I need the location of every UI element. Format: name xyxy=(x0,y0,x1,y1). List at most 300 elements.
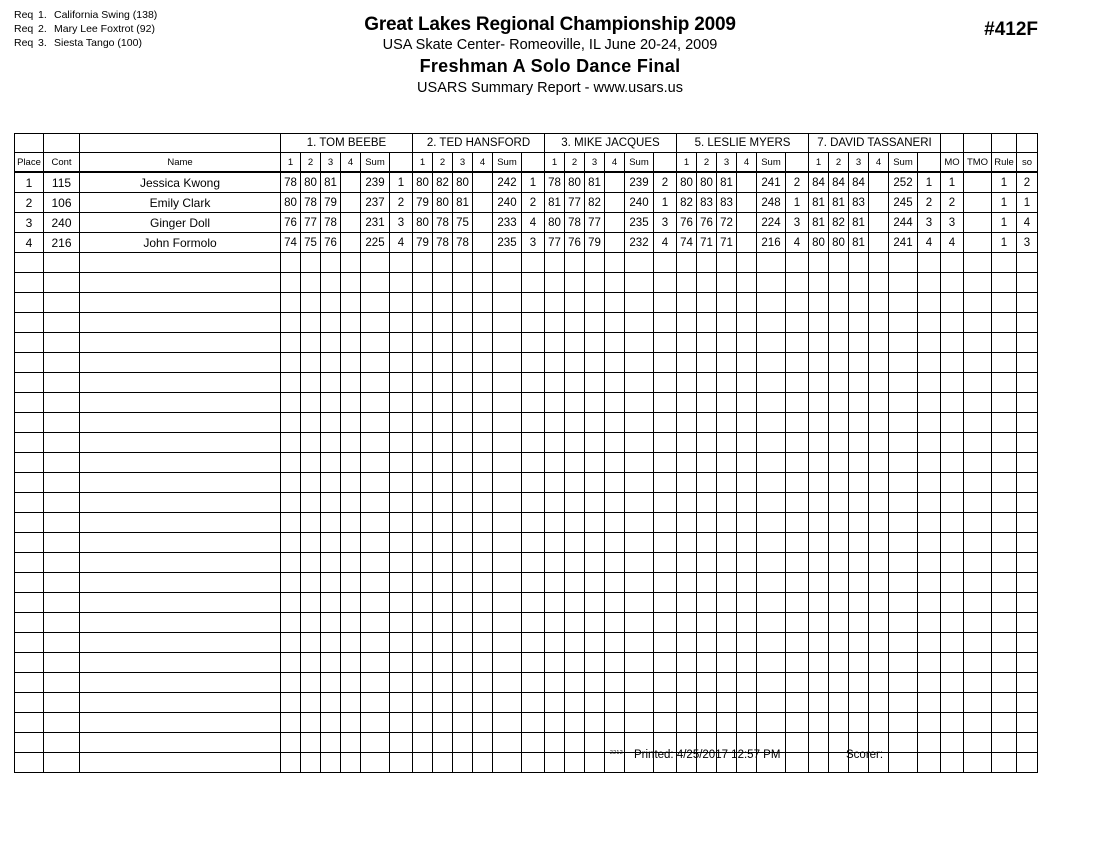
cell-empty xyxy=(585,253,605,273)
cell-empty xyxy=(992,733,1017,753)
cell-empty xyxy=(697,333,717,353)
cell-empty xyxy=(918,593,941,613)
cell-empty xyxy=(717,533,737,553)
cell-empty xyxy=(565,333,585,353)
cell-judge1-ord: 1 xyxy=(390,172,413,193)
cell-empty xyxy=(433,653,453,673)
cell-empty xyxy=(80,333,281,353)
table-row-empty[interactable] xyxy=(15,433,1038,453)
cell-empty xyxy=(918,653,941,673)
cell-empty xyxy=(80,253,281,273)
cell-empty xyxy=(918,353,941,373)
cell-judge5-ord: 1 xyxy=(918,172,941,193)
cell-empty xyxy=(849,533,869,553)
cell-empty xyxy=(625,253,654,273)
cell-empty xyxy=(918,573,941,593)
cell-empty xyxy=(605,313,625,333)
cell-empty xyxy=(918,533,941,553)
cell-empty xyxy=(493,473,522,493)
header-so: so xyxy=(1017,153,1038,173)
cell-empty xyxy=(301,413,321,433)
cell-empty xyxy=(453,393,473,413)
table-row-empty[interactable] xyxy=(15,293,1038,313)
cell-empty xyxy=(737,473,757,493)
cell-empty xyxy=(869,373,889,393)
cell-empty xyxy=(341,373,361,393)
table-row-empty[interactable] xyxy=(15,593,1038,613)
cell-empty xyxy=(433,353,453,373)
cell-empty xyxy=(585,333,605,353)
table-row-empty[interactable] xyxy=(15,653,1038,673)
cell-empty xyxy=(433,493,453,513)
cell-empty xyxy=(522,553,545,573)
cell-empty xyxy=(453,713,473,733)
cell-judge1-sum: 225 xyxy=(361,233,390,253)
table-row-empty[interactable] xyxy=(15,733,1038,753)
cell-empty xyxy=(677,253,697,273)
cell-empty xyxy=(941,513,964,533)
cell-empty xyxy=(918,613,941,633)
cell-empty xyxy=(737,653,757,673)
cell-judge4-score2: 83 xyxy=(697,193,717,213)
cell-empty xyxy=(390,333,413,353)
cell-empty xyxy=(281,393,301,413)
cell-judge5-ord: 3 xyxy=(918,213,941,233)
cell-empty xyxy=(453,373,473,393)
cell-empty xyxy=(522,373,545,393)
cell-empty xyxy=(321,293,341,313)
cell-empty xyxy=(625,653,654,673)
cell-empty xyxy=(1017,293,1038,313)
cell-empty xyxy=(545,573,565,593)
cell-empty xyxy=(849,313,869,333)
cell-empty xyxy=(964,353,992,373)
cell-empty xyxy=(433,693,453,713)
cell-empty xyxy=(321,453,341,473)
cell-empty xyxy=(341,393,361,413)
cell-empty xyxy=(390,593,413,613)
cell-empty xyxy=(473,553,493,573)
header-judge1-score1: 1 xyxy=(281,153,301,173)
cell-tmo xyxy=(964,233,992,253)
cell-empty xyxy=(941,373,964,393)
cell-empty xyxy=(889,353,918,373)
table-row[interactable] xyxy=(15,233,1038,253)
cell-judge4-sum: 241 xyxy=(757,172,786,193)
table-row-empty[interactable] xyxy=(15,533,1038,553)
header-judge3-score3: 3 xyxy=(585,153,605,173)
cell-empty xyxy=(809,293,829,313)
cell-empty xyxy=(625,293,654,313)
cell-empty xyxy=(413,493,433,513)
cell-empty xyxy=(829,713,849,733)
cell-empty xyxy=(757,393,786,413)
cell-empty xyxy=(625,633,654,653)
cell-empty xyxy=(941,733,964,753)
cell-so: 4 xyxy=(1017,213,1038,233)
cell-empty xyxy=(697,353,717,373)
cell-empty xyxy=(625,513,654,533)
table-row-empty[interactable] xyxy=(15,353,1038,373)
cell-empty xyxy=(44,293,80,313)
table-row-empty[interactable] xyxy=(15,633,1038,653)
cell-empty xyxy=(493,653,522,673)
requirement-label: Req xyxy=(14,9,34,21)
cell-empty xyxy=(522,573,545,593)
cell-empty xyxy=(654,393,677,413)
cell-empty xyxy=(654,473,677,493)
table-row[interactable] xyxy=(15,193,1038,213)
cell-judge1-score4 xyxy=(341,233,361,253)
cell-empty xyxy=(281,333,301,353)
cell-empty xyxy=(15,653,44,673)
cell-empty xyxy=(737,693,757,713)
cell-empty xyxy=(809,513,829,533)
cell-empty xyxy=(889,393,918,413)
header-judge3-sum: Sum xyxy=(625,153,654,173)
cell-empty xyxy=(849,553,869,573)
cell-empty xyxy=(341,733,361,753)
table-row-empty[interactable] xyxy=(15,573,1038,593)
cell-judge2-score2: 78 xyxy=(433,213,453,233)
table-row-empty[interactable] xyxy=(15,333,1038,353)
cell-empty xyxy=(433,533,453,553)
cell-empty xyxy=(390,293,413,313)
cell-empty xyxy=(341,353,361,373)
cell-empty xyxy=(301,713,321,733)
cell-empty xyxy=(625,673,654,693)
table-row[interactable] xyxy=(15,213,1038,233)
cell-empty xyxy=(889,633,918,653)
cell-empty xyxy=(829,593,849,613)
cell-empty xyxy=(413,273,433,293)
cell-empty xyxy=(677,413,697,433)
cell-empty xyxy=(889,473,918,493)
cell-empty xyxy=(697,273,717,293)
cell-empty xyxy=(565,273,585,293)
cell-empty xyxy=(737,453,757,473)
cell-tmo xyxy=(964,193,992,213)
cell-empty xyxy=(869,713,889,733)
cell-judge3-score3: 81 xyxy=(585,172,605,193)
cell-empty xyxy=(786,573,809,593)
cell-empty xyxy=(15,733,44,753)
cell-empty xyxy=(493,513,522,533)
cell-empty xyxy=(992,713,1017,733)
cell-empty xyxy=(737,273,757,293)
cell-empty xyxy=(301,653,321,673)
judge-banner-spacer xyxy=(1017,134,1038,153)
cell-empty xyxy=(941,693,964,713)
header-judge5-score2: 2 xyxy=(829,153,849,173)
cell-judge4-score4 xyxy=(737,193,757,213)
cell-empty xyxy=(918,333,941,353)
cell-empty xyxy=(281,453,301,473)
cell-empty xyxy=(992,613,1017,633)
table-row-empty[interactable] xyxy=(15,553,1038,573)
table-row-empty[interactable] xyxy=(15,453,1038,473)
cell-empty xyxy=(941,253,964,273)
table-row-empty[interactable] xyxy=(15,253,1038,273)
cell-empty xyxy=(829,333,849,353)
cell-empty xyxy=(757,333,786,353)
cell-empty xyxy=(1017,553,1038,573)
cell-judge5-sum: 245 xyxy=(889,193,918,213)
table-row-empty[interactable] xyxy=(15,753,1038,773)
cell-empty xyxy=(889,673,918,693)
cell-empty xyxy=(493,273,522,293)
cell-empty xyxy=(992,253,1017,273)
cell-empty xyxy=(717,613,737,633)
cell-empty xyxy=(565,533,585,553)
table-row-empty[interactable] xyxy=(15,313,1038,333)
cell-empty xyxy=(918,713,941,733)
cell-empty xyxy=(545,493,565,513)
cell-empty xyxy=(473,373,493,393)
cell-empty xyxy=(390,373,413,393)
cell-empty xyxy=(80,293,281,313)
cell-judge5-sum: 252 xyxy=(889,172,918,193)
cell-empty xyxy=(786,353,809,373)
table-row-empty[interactable] xyxy=(15,693,1038,713)
cell-empty xyxy=(281,413,301,433)
cell-empty xyxy=(301,613,321,633)
cell-empty xyxy=(433,413,453,433)
header-judge5-ord: Ord xyxy=(918,153,941,173)
header-judge4-ord: Ord xyxy=(786,153,809,173)
cell-empty xyxy=(545,333,565,353)
cell-judge5-score2: 81 xyxy=(829,193,849,213)
cell-empty xyxy=(1017,453,1038,473)
cell-empty xyxy=(301,293,321,313)
cell-empty xyxy=(717,553,737,573)
cell-empty xyxy=(433,513,453,533)
cell-empty xyxy=(737,533,757,553)
cell-empty xyxy=(545,513,565,533)
cell-empty xyxy=(361,633,390,653)
cell-empty xyxy=(15,293,44,313)
cell-empty xyxy=(453,653,473,673)
cell-empty xyxy=(585,473,605,493)
cell-empty xyxy=(918,273,941,293)
table-row-empty[interactable] xyxy=(15,713,1038,733)
cell-tmo xyxy=(964,172,992,193)
cell-empty xyxy=(281,513,301,533)
cell-empty xyxy=(849,573,869,593)
cell-cont: 240 xyxy=(44,213,80,233)
cell-empty xyxy=(964,493,992,513)
cell-empty xyxy=(433,613,453,633)
cell-empty xyxy=(889,553,918,573)
cell-judge1-score1: 76 xyxy=(281,213,301,233)
cell-empty xyxy=(677,313,697,333)
cell-empty xyxy=(941,413,964,433)
cell-empty xyxy=(918,633,941,653)
cell-judge3-score2: 76 xyxy=(565,233,585,253)
cell-empty xyxy=(829,393,849,413)
cell-empty xyxy=(321,733,341,753)
cell-skater-name: Ginger Doll xyxy=(80,213,281,233)
cell-empty xyxy=(677,633,697,653)
cell-empty xyxy=(15,493,44,513)
header-judge5-score3: 3 xyxy=(849,153,869,173)
cell-judge4-score2: 71 xyxy=(697,233,717,253)
cell-judge5-score4 xyxy=(869,193,889,213)
cell-empty xyxy=(605,493,625,513)
cell-empty xyxy=(493,573,522,593)
cell-empty xyxy=(786,693,809,713)
cell-empty xyxy=(341,673,361,693)
cell-empty xyxy=(473,633,493,653)
cell-empty xyxy=(433,633,453,653)
cell-empty xyxy=(341,593,361,613)
cell-empty xyxy=(453,313,473,333)
cell-empty xyxy=(390,473,413,493)
cell-empty xyxy=(493,593,522,613)
cell-empty xyxy=(697,493,717,513)
cell-empty xyxy=(786,273,809,293)
cell-empty xyxy=(889,513,918,533)
cell-empty xyxy=(545,293,565,313)
cell-empty xyxy=(677,493,697,513)
table-row-empty[interactable] xyxy=(15,373,1038,393)
cell-empty xyxy=(809,593,829,613)
cell-empty xyxy=(625,353,654,373)
cell-empty xyxy=(757,533,786,553)
cell-empty xyxy=(809,353,829,373)
cell-empty xyxy=(677,333,697,353)
table-row-empty[interactable] xyxy=(15,473,1038,493)
table-row-empty[interactable] xyxy=(15,673,1038,693)
cell-empty xyxy=(677,373,697,393)
table-row-empty[interactable] xyxy=(15,413,1038,433)
table-row[interactable] xyxy=(15,172,1038,193)
cell-empty xyxy=(80,493,281,513)
cell-empty xyxy=(869,613,889,633)
cell-empty xyxy=(413,673,433,693)
cell-empty xyxy=(453,673,473,693)
cell-empty xyxy=(829,353,849,373)
cell-empty xyxy=(605,713,625,733)
cell-empty xyxy=(301,473,321,493)
cell-empty xyxy=(15,333,44,353)
cell-judge2-score4 xyxy=(473,233,493,253)
cell-empty xyxy=(992,493,1017,513)
cell-judge4-score4 xyxy=(737,172,757,193)
cell-empty xyxy=(413,413,433,433)
cell-empty xyxy=(361,353,390,373)
cell-empty xyxy=(390,493,413,513)
cell-empty xyxy=(361,513,390,533)
cell-empty xyxy=(433,553,453,573)
cell-empty xyxy=(717,633,737,653)
cell-empty xyxy=(585,373,605,393)
cell-judge1-score1: 80 xyxy=(281,193,301,213)
cell-empty xyxy=(301,493,321,513)
cell-so: 3 xyxy=(1017,233,1038,253)
table-row-empty[interactable] xyxy=(15,513,1038,533)
event-number: #412F xyxy=(984,19,1038,40)
cell-empty xyxy=(625,373,654,393)
cell-empty xyxy=(390,573,413,593)
cell-empty xyxy=(829,693,849,713)
cell-empty xyxy=(992,753,1017,773)
cell-empty xyxy=(15,713,44,733)
table-row-empty[interactable] xyxy=(15,393,1038,413)
cell-empty xyxy=(585,653,605,673)
cell-empty xyxy=(737,513,757,533)
cell-empty xyxy=(1017,613,1038,633)
cell-so: 2 xyxy=(1017,172,1038,193)
cell-empty xyxy=(869,453,889,473)
cell-empty xyxy=(697,473,717,493)
cell-empty xyxy=(473,393,493,413)
cell-empty xyxy=(473,753,493,773)
cell-empty xyxy=(889,613,918,633)
header-judge2-score2: 2 xyxy=(433,153,453,173)
cell-empty xyxy=(941,573,964,593)
cell-empty xyxy=(964,413,992,433)
judge-header: 1. TOM BEEBE xyxy=(281,134,413,153)
cell-empty xyxy=(321,373,341,393)
cell-empty xyxy=(849,293,869,313)
cell-empty xyxy=(625,313,654,333)
cell-empty xyxy=(941,613,964,633)
cell-empty xyxy=(786,313,809,333)
cell-empty xyxy=(80,533,281,553)
cell-empty xyxy=(889,433,918,453)
cell-empty xyxy=(80,573,281,593)
table-row-empty[interactable] xyxy=(15,613,1038,633)
cell-judge2-score2: 82 xyxy=(433,172,453,193)
cell-empty xyxy=(80,273,281,293)
cell-empty xyxy=(545,653,565,673)
cell-empty xyxy=(918,393,941,413)
cell-empty xyxy=(717,493,737,513)
cell-empty xyxy=(390,733,413,753)
requirement-label: Req xyxy=(14,37,34,49)
cell-empty xyxy=(1017,593,1038,613)
cell-empty xyxy=(341,493,361,513)
cell-empty xyxy=(80,653,281,673)
cell-empty xyxy=(585,713,605,733)
table-row-empty[interactable] xyxy=(15,493,1038,513)
cell-empty xyxy=(44,713,80,733)
cell-empty xyxy=(44,653,80,673)
cell-empty xyxy=(413,453,433,473)
cell-empty xyxy=(889,593,918,613)
cell-judge3-sum: 232 xyxy=(625,233,654,253)
cell-empty xyxy=(757,613,786,633)
judge-header: 5. LESLIE MYERS xyxy=(677,134,809,153)
cell-empty xyxy=(605,633,625,653)
cell-empty xyxy=(918,433,941,453)
cell-empty xyxy=(654,413,677,433)
cell-empty xyxy=(453,693,473,713)
cell-empty xyxy=(869,473,889,493)
title-block xyxy=(0,14,1100,98)
cell-empty xyxy=(361,693,390,713)
cell-empty xyxy=(433,453,453,473)
requirement-number: 1. xyxy=(38,9,47,21)
cell-empty xyxy=(786,493,809,513)
cell-empty xyxy=(625,593,654,613)
cell-empty xyxy=(390,393,413,413)
cell-empty xyxy=(941,553,964,573)
header-judge1-score3: 3 xyxy=(321,153,341,173)
table-row-empty[interactable] xyxy=(15,273,1038,293)
cell-empty xyxy=(493,713,522,733)
